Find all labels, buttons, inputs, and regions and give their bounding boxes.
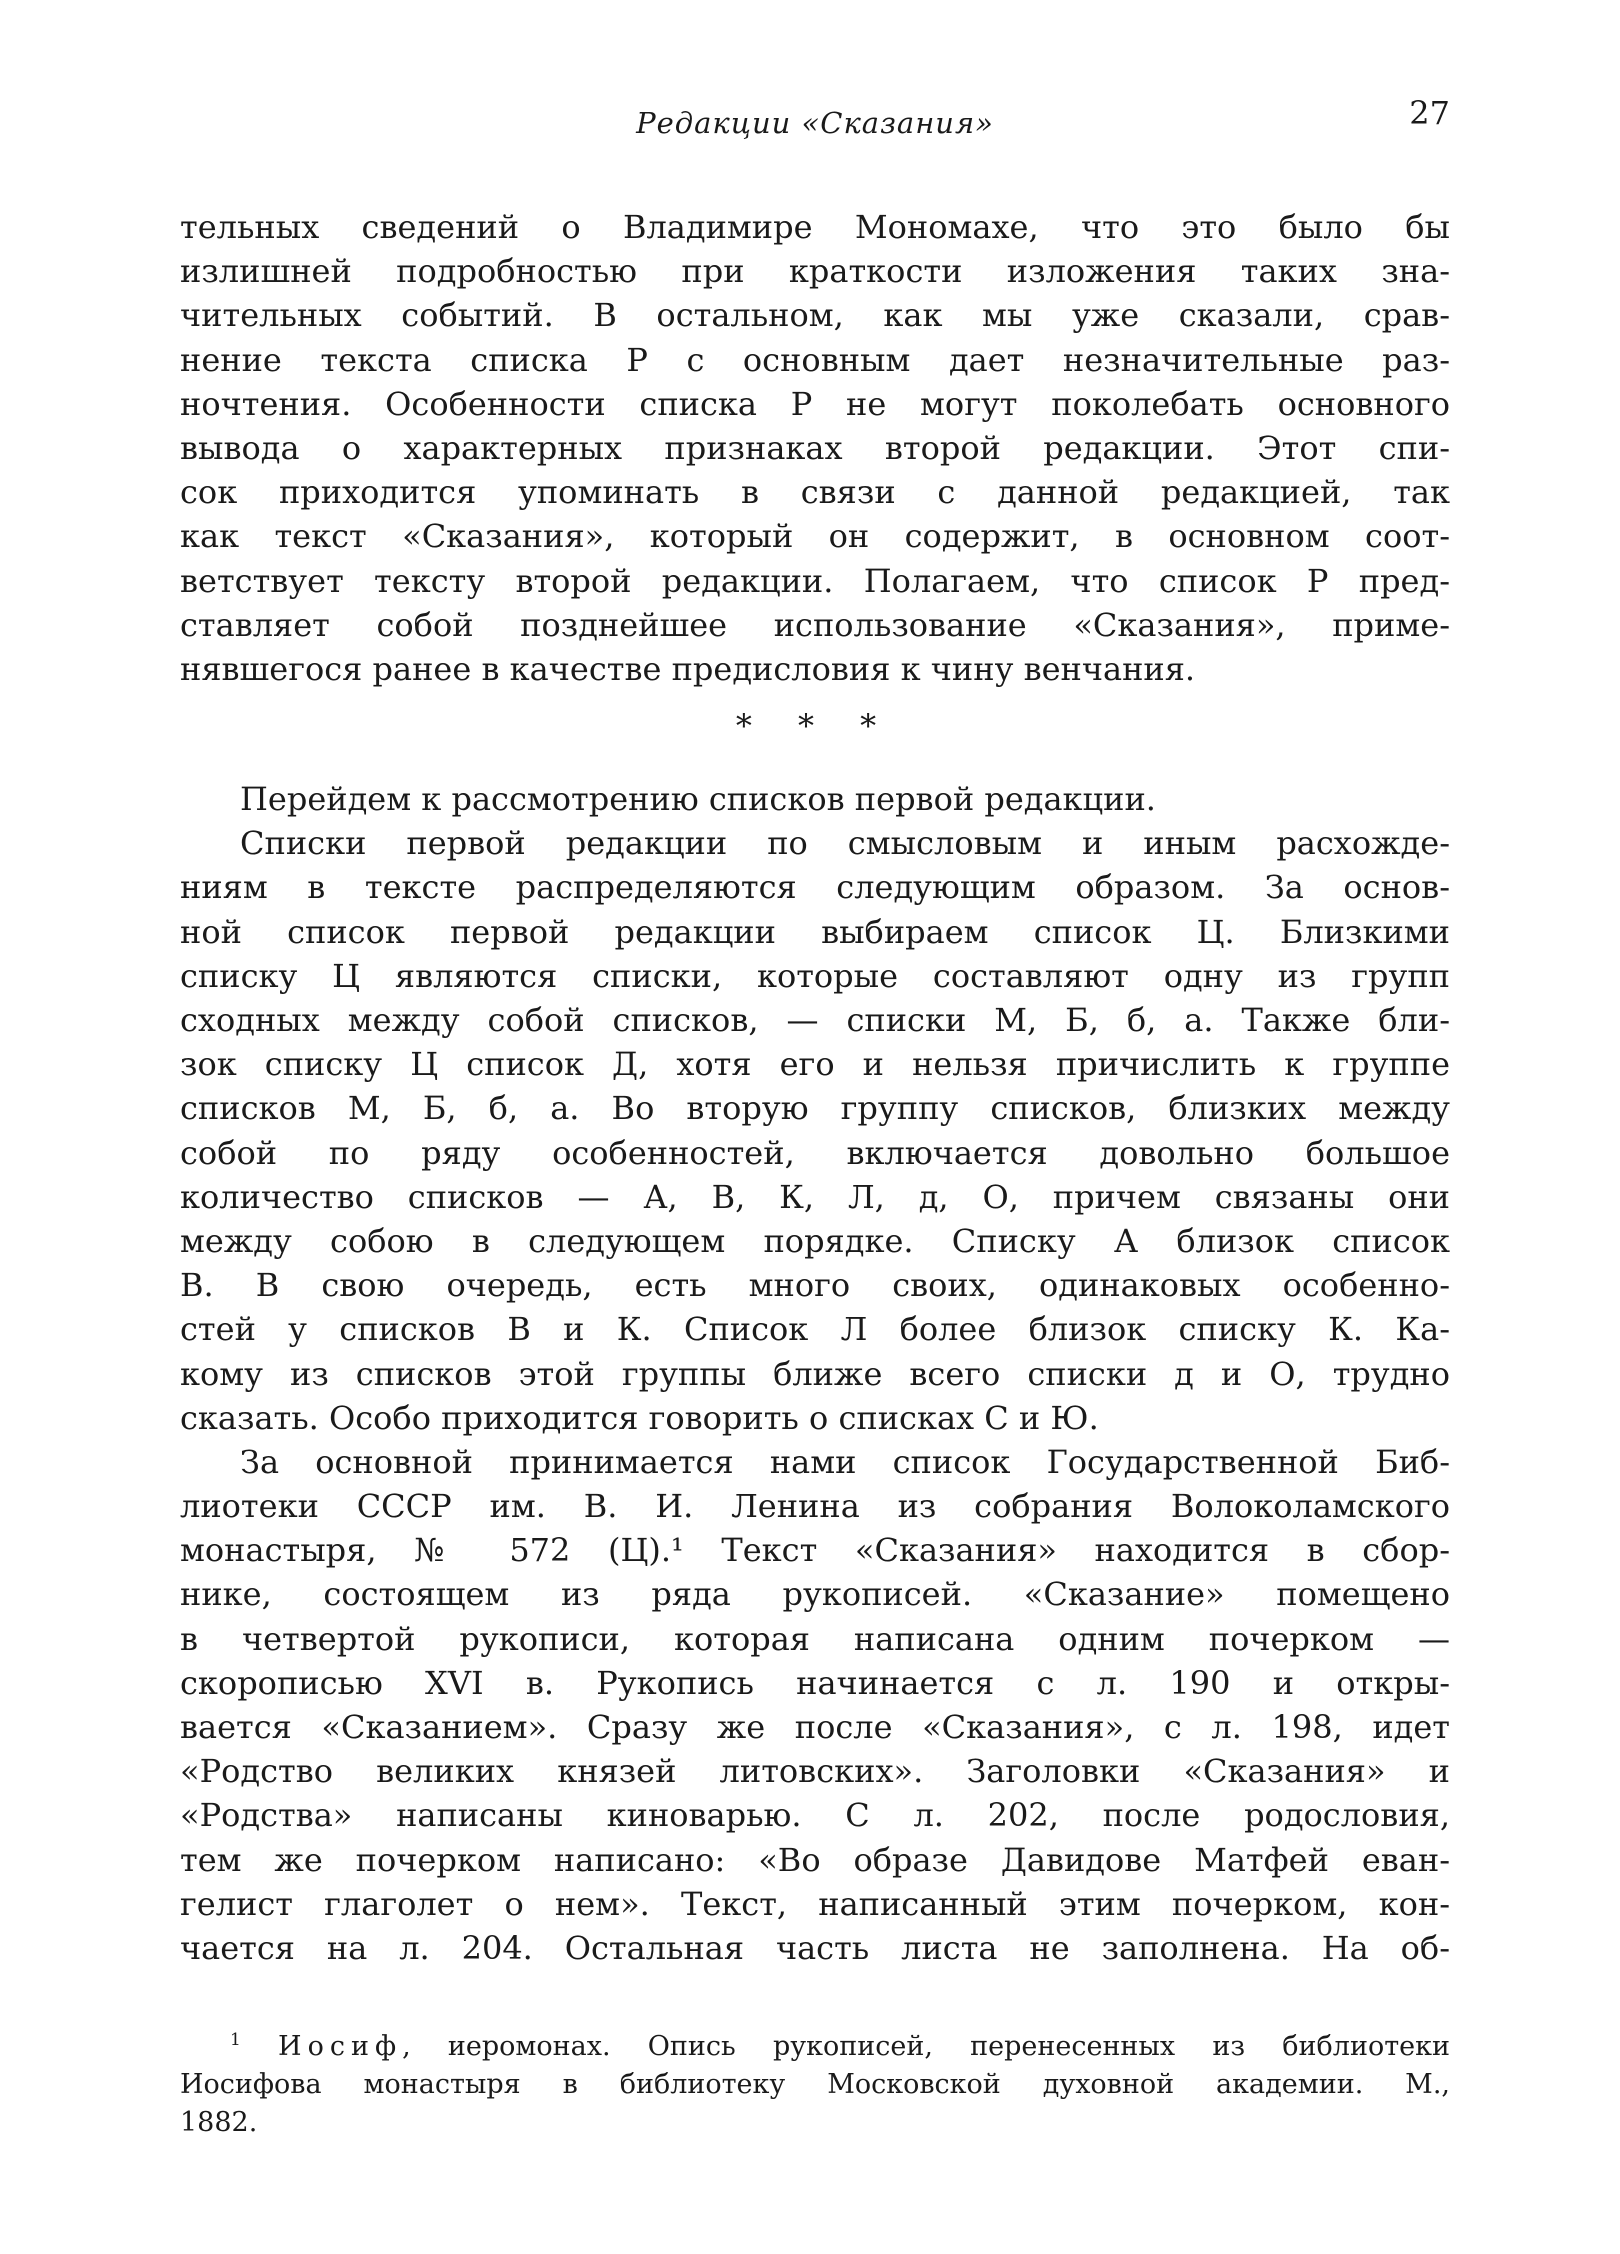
footnote-spacer: [180, 1970, 1450, 2028]
text-line: «Родства» написаны киноварью. С л. 202, после родословия,: [180, 1796, 1450, 1835]
section-separator: * * *: [735, 707, 895, 746]
text-line: списков М, Б, б, а. Во вторую группу списков, близких между: [180, 1089, 1450, 1128]
text-line: стей у списков В и К. Список Л более близок списку К. Ка-: [180, 1310, 1450, 1349]
text-line: ночтения. Особенности списка Р не могут поколебать основного: [180, 384, 1450, 423]
running-head: [180, 88, 1450, 148]
text-line: тем же почерком написано: «Во образе Давидове Матфей еван-: [180, 1840, 1450, 1879]
text-line: излишней подробностью при краткости изложения таких зна-: [180, 252, 1450, 291]
footnote-line: 1882.: [180, 2107, 258, 2139]
text-line: вывода о характерных признаках второй редакции. Этот спи-: [180, 428, 1450, 467]
paragraph: [180, 1440, 1450, 1970]
text-line: как текст «Сказания», который он содержит, в основном соот-: [180, 517, 1450, 556]
text-line: ниям в тексте распределяются следующим образом. За основ-: [180, 868, 1450, 907]
footnote-line: Иосифова монастыря в библиотеку Московской духовной академии. М.,: [180, 2069, 1450, 2101]
paragraph-continuation: [180, 205, 1450, 691]
text-line: тельных сведений о Владимире Мономахе, что это было бы: [180, 208, 1450, 246]
text-line: Списки первой редакции по смысловым и иным расхожде-: [240, 824, 1450, 863]
footnote: [180, 2028, 1450, 2142]
footnote-line: [180, 2028, 1450, 2066]
paragraph: [180, 777, 1450, 821]
text-line: нение текста списка Р с основным дает незначительные раз-: [180, 340, 1450, 379]
text-line: скорописью XVI в. Рукопись начинается с л. 190 и откры-: [180, 1663, 1450, 1702]
text-line: монастыря, № 572 (Ц).¹ Текст «Сказания» находится в сбор-: [180, 1531, 1450, 1570]
text-line: сок приходится упоминать в связи с данной редакцией, так: [180, 473, 1450, 512]
paragraph: [180, 821, 1450, 1440]
text-line: В. В свою очередь, есть много своих, одинаковых особенно-: [180, 1266, 1450, 1305]
text-line: ной список первой редакции выбираем список Ц. Близкими: [180, 912, 1450, 951]
page-number: 27: [1409, 94, 1450, 132]
text-line: зок списку Ц список Д, хотя его и нельзя причислить к группе: [180, 1045, 1450, 1084]
text-line: «Родство великих князей литовских». Заголовки «Сказания» и: [180, 1752, 1450, 1791]
text-line: сходных между собой списков, — списки М, Б, б, а. Также бли-: [180, 1001, 1450, 1039]
footnote-author: Иосиф: [278, 2031, 403, 2063]
text-line: чается на л. 204. Остальная часть листа не заполнена. На об-: [180, 1928, 1450, 1967]
text-line: ставляет собой позднейшее использование «Сказания», приме-: [180, 605, 1450, 644]
footnote-marker: 1: [230, 2030, 241, 2051]
text-line: сказать. Особо приходится говорить о списках С и Ю.: [180, 1398, 1099, 1437]
text-line: ветствует тексту второй редакции. Полагаем, что список Р пред-: [180, 561, 1450, 600]
text-line: в четвертой рукописи, которая написана одним почерком —: [180, 1619, 1450, 1658]
text-line: списку Ц являются списки, которые составляют одну из групп: [180, 956, 1450, 995]
text-line: собой по ряду особенностей, включается довольно большое: [180, 1133, 1450, 1172]
text-line: между собою в следующем порядке. Списку А близок список: [180, 1221, 1450, 1260]
running-title: Редакции «Сказания»: [636, 106, 994, 140]
text-line: нике, состоящем из ряда рукописей. «Сказание» помещено: [180, 1575, 1450, 1614]
text-line: За основной принимается нами список Государственной Биб-: [240, 1442, 1450, 1481]
text-line: лиотеки СССР им. В. И. Ленина из собрания Волоколамского: [180, 1487, 1450, 1526]
text-line: гелист глаголет о нем». Текст, написанный этим почерком, кон-: [180, 1884, 1450, 1923]
text-line: Перейдем к рассмотрению списков первой редакции.: [240, 780, 1156, 819]
footnote-text: , иеромонах. Опись рукописей, перенесенных из библиотеки: [402, 2031, 1450, 2063]
text-line: чительных событий. В остальном, как мы уже сказали, срав-: [180, 296, 1450, 335]
text-line: нявшегося ранее в качестве предисловия к чину венчания.: [180, 649, 1196, 688]
text-line: вается «Сказанием». Сразу же после «Сказания», с л. 198, идет: [180, 1708, 1450, 1746]
text-line: количество списков — А, В, К, Л, д, О, причем связаны они: [180, 1177, 1450, 1216]
text-line: кому из списков этой группы ближе всего списки д и О, трудно: [180, 1354, 1450, 1393]
body-text: [180, 205, 1450, 2142]
